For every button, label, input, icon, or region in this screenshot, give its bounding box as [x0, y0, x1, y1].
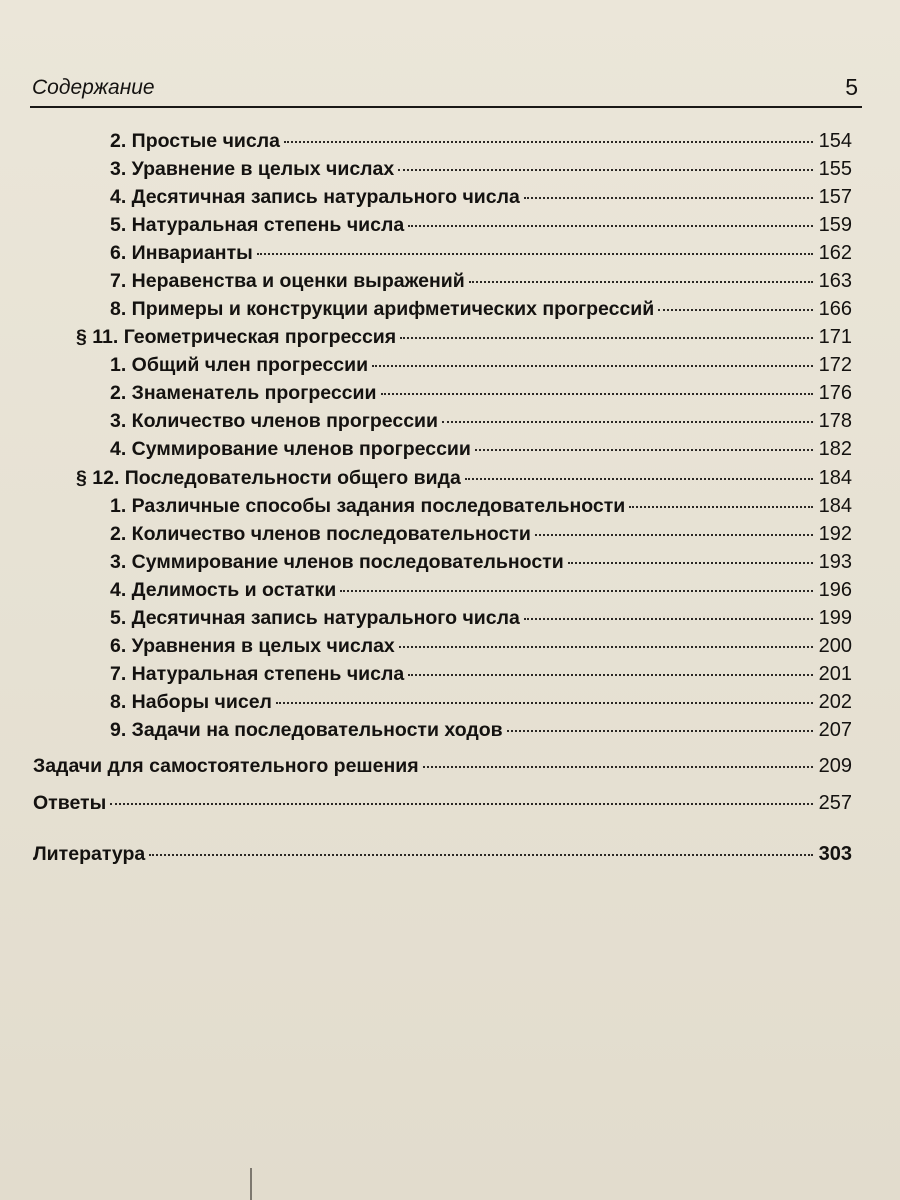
toc-entry — [110, 408, 852, 434]
toc-entry-label: 7. Неравенства и оценки выражений — [110, 270, 465, 292]
toc-top-entry — [33, 790, 852, 816]
toc-entry-page: 192 — [818, 523, 852, 545]
toc-entry-label: 6. Инварианты — [110, 242, 253, 264]
toc-top-entry — [33, 841, 852, 867]
toc-entry-page: 163 — [818, 270, 852, 292]
toc-leader-dots — [524, 618, 813, 620]
toc-entry-label: 1. Общий член прогрессии — [110, 354, 369, 376]
toc-leader-dots — [442, 421, 813, 423]
toc-entry-label: Задачи для самостоятельного решения — [33, 755, 419, 777]
running-header — [30, 70, 862, 108]
toc-entry-label: 1. Различные способы задания последовательности — [110, 495, 626, 517]
toc-entry-label: 4. Десятичная запись натурального числа — [110, 186, 520, 208]
toc-entry-page: 200 — [818, 635, 852, 657]
toc-leader-dots — [284, 141, 813, 143]
toc-entry — [110, 212, 852, 238]
toc-leader-dots — [535, 534, 813, 536]
toc-entry-page: 201 — [818, 663, 852, 685]
page-crease-mark — [250, 1168, 252, 1200]
toc-entry-label: 4. Делимость и остатки — [110, 579, 337, 601]
toc-leader-dots — [408, 225, 812, 227]
toc-entry-label: 9. Задачи на последовательности ходов — [110, 719, 503, 741]
toc-entry — [110, 380, 852, 406]
toc-entry-label: 3. Количество членов прогрессии — [110, 410, 439, 432]
toc-entry — [110, 240, 852, 266]
header-page-number: 5 — [845, 74, 858, 100]
toc-entry — [110, 689, 852, 715]
toc-entry — [110, 605, 852, 631]
toc-entry-page: 157 — [818, 186, 852, 208]
toc-entry-page: 202 — [818, 691, 852, 713]
toc-entry — [110, 436, 852, 462]
toc-entry — [110, 156, 852, 182]
toc-entry-label: 3. Уравнение в целых числах — [110, 158, 395, 180]
toc-entry — [110, 296, 852, 322]
toc-entry — [110, 633, 852, 659]
toc-section-entry — [76, 324, 852, 350]
toc-entry-page: 171 — [818, 326, 852, 348]
toc-leader-dots — [465, 478, 813, 480]
toc-leader-dots — [399, 646, 813, 648]
toc-entry-label: § 12. Последовательности общего вида — [76, 467, 461, 489]
toc-entry-label: 3. Суммирование членов последовательности — [110, 551, 564, 573]
toc-entry — [110, 521, 852, 547]
toc-entry — [110, 661, 852, 687]
toc-entry-label: 5. Десятичная запись натурального числа — [110, 607, 520, 629]
toc-leader-dots — [408, 674, 812, 676]
toc-entry-page: 154 — [818, 130, 852, 152]
toc-leader-dots — [658, 309, 812, 311]
toc-entry — [110, 549, 852, 575]
toc-entry-page: 209 — [818, 755, 852, 777]
toc-entry — [110, 184, 852, 210]
toc-leader-dots — [400, 337, 812, 339]
toc-entry-page: 303 — [818, 843, 852, 865]
toc-entry-label: 5. Натуральная степень числа — [110, 214, 405, 236]
toc-leader-dots — [475, 449, 813, 451]
toc-entry-label: § 11. Геометрическая прогрессия — [76, 326, 397, 348]
toc-entry-label: 2. Знаменатель прогрессии — [110, 382, 377, 404]
toc-leader-dots — [381, 393, 813, 395]
toc-leader-dots — [149, 854, 812, 856]
toc-entry-page: 193 — [818, 551, 852, 573]
toc-leader-dots — [507, 730, 813, 732]
toc-entry — [110, 268, 852, 294]
toc-entry — [110, 352, 852, 378]
toc-entry-label: Литература — [33, 843, 146, 865]
toc-entry-label: 4. Суммирование членов прогрессии — [110, 438, 471, 460]
toc-leader-dots — [524, 197, 813, 199]
toc-entry-page: 166 — [818, 298, 852, 320]
toc-leader-dots — [423, 766, 813, 768]
toc-entry-page: 196 — [818, 579, 852, 601]
toc-entry-page: 199 — [818, 607, 852, 629]
toc-entry-label: 8. Наборы чисел — [110, 691, 272, 713]
toc-leader-dots — [372, 365, 813, 367]
toc-section-entry — [76, 465, 852, 491]
toc-entry-page: 207 — [818, 719, 852, 741]
toc-leader-dots — [469, 281, 813, 283]
toc-entry — [110, 493, 852, 519]
toc-entry-page: 184 — [818, 467, 852, 489]
toc-leader-dots — [340, 590, 812, 592]
toc-leader-dots — [110, 803, 812, 805]
toc-top-entry — [33, 753, 852, 779]
toc-entry-label: Ответы — [33, 792, 107, 814]
toc-entry-label: 7. Натуральная степень числа — [110, 663, 405, 685]
toc-entry-page: 176 — [818, 382, 852, 404]
toc-leader-dots — [257, 253, 813, 255]
toc-entry-page: 178 — [818, 410, 852, 432]
toc-entry-label: 6. Уравнения в целых числах — [110, 635, 395, 657]
toc-leader-dots — [276, 702, 813, 704]
toc-leader-dots — [629, 506, 812, 508]
header-title: Содержание — [32, 76, 155, 99]
toc-entry-page: 182 — [818, 438, 852, 460]
toc-entry-page: 155 — [818, 158, 852, 180]
toc-entry-label: 2. Простые числа — [110, 130, 280, 152]
toc-entry — [110, 577, 852, 603]
toc-entry — [110, 128, 852, 154]
toc-entry-page: 172 — [818, 354, 852, 376]
toc-leader-dots — [398, 169, 812, 171]
toc-entry-page: 184 — [818, 495, 852, 517]
toc-entry — [110, 717, 852, 743]
toc-entry-page: 159 — [818, 214, 852, 236]
toc-leader-dots — [568, 562, 813, 564]
toc-entry-page: 257 — [818, 792, 852, 814]
toc-entry-page: 162 — [818, 242, 852, 264]
toc-entry-label: 8. Примеры и конструкции арифметических прогрессий — [110, 298, 655, 320]
toc-entry-label: 2. Количество членов последовательности — [110, 523, 531, 545]
